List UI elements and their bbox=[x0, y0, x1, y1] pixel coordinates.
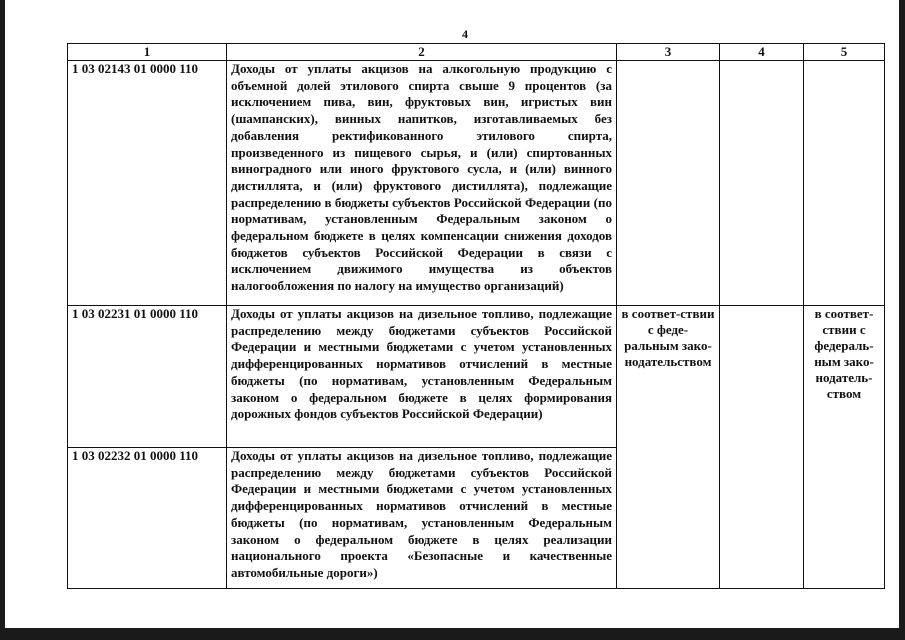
row-1-col-4 bbox=[720, 61, 804, 306]
header-col-5: 5 bbox=[804, 44, 885, 61]
scan-edge-right bbox=[899, 0, 905, 640]
row-1-col-5 bbox=[804, 61, 885, 306]
col-4-merged-cell bbox=[720, 306, 804, 589]
row-1-description: Доходы от уплаты акцизов на алкогольную продукцию с объемной долей этилового спирта свыше 9 процентов (за исключением пива, вин, фруктовых вин, игристых вин (шампанских), винных напитков, изготавливаемых без добавления ректификованного этилового спирта, произведенного из пищевого сырья, и (или) спиртованных виноградного или иного фруктового сусла, и (или) винного дистиллята, и (или) фруктового дистиллята), подлежащие распределению в бюджеты субъектов Российской Федерации (по нормативам, установленным Федеральным законом о федеральном бюджете в целях компенсации снижения доходов бюджетов субъектов Российской Федерации в связи с исключением движимого имущества из объектов налогообложения по налогу на имущество организаций) bbox=[227, 61, 617, 306]
row-2-code: 1 03 02231 01 0000 110 bbox=[68, 306, 227, 448]
scan-edge-bottom bbox=[0, 628, 905, 640]
table-row bbox=[68, 306, 885, 448]
header-col-3: 3 bbox=[617, 44, 720, 61]
table-row bbox=[68, 61, 885, 306]
revenue-table bbox=[67, 43, 885, 589]
scan-edge-left bbox=[0, 0, 5, 640]
col-5-merged-cell: в соответ-ствии с федераль-ным зако-нодатель-ством bbox=[804, 306, 885, 589]
header-col-4: 4 bbox=[720, 44, 804, 61]
row-2-description: Доходы от уплаты акцизов на дизельное топливо, подлежащие распределению между бюджетами субъектов Российской Федерации и местными бюджетами с учетом установленных дифференцированных нормативов отчислений в местные бюджеты (по нормативам, установленным Федеральным законом о федеральном бюджете в целях формирования дорожных фондов субъектов Российской Федерации) bbox=[227, 306, 617, 448]
row-3-code: 1 03 02232 01 0000 110 bbox=[68, 448, 227, 589]
table-header-row bbox=[68, 44, 885, 61]
header-col-1: 1 bbox=[68, 44, 227, 61]
col-3-merged-cell: в соответ-ствии с феде-ральным зако-нодательством bbox=[617, 306, 720, 589]
row-1-code: 1 03 02143 01 0000 110 bbox=[68, 61, 227, 306]
row-3-description: Доходы от уплаты акцизов на дизельное топливо, подлежащие распределению между бюджетами субъектов Российской Федерации и местными бюджетами с учетом установленных дифференцированных нормативов отчислений в местные бюджеты (по нормативам, установленным Федеральным законом о федеральном бюджете в целях реализации национального проекта «Безопасные и качественные автомобильные дороги») bbox=[227, 448, 617, 589]
row-1-col-3 bbox=[617, 61, 720, 306]
page-number: 4 bbox=[462, 27, 468, 41]
header-col-2: 2 bbox=[227, 44, 617, 61]
